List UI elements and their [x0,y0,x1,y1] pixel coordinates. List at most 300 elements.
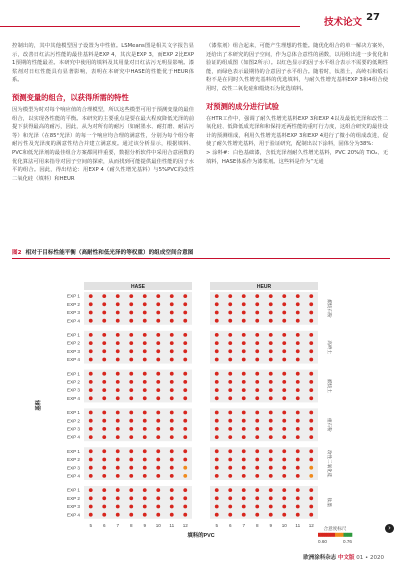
desirability-point [242,466,246,470]
desirability-point [89,496,93,500]
desirability-point [143,474,147,478]
desirability-point [129,435,133,439]
desirability-point [129,427,133,431]
desirability-point [129,419,133,423]
desirability-point [309,349,313,353]
desirability-point [102,349,106,353]
desirability-point [269,427,273,431]
desirability-point [255,380,259,384]
row-label: EXP 2 [67,418,80,424]
desirability-point [296,505,300,509]
row-label: EXP 3 [67,387,80,393]
paragraph: 在HTR工作中，强调了耐久性增光基料EXP 3和EXP 4以及最低光泽和改性二氧化硅、低降低成光泽和和保持近两性能的重叮行力度，这组合研究的最佳设计的预测组成，利用久性增光基料EXP 3和EXP 4进行了微小的组成改进，促使了耐久性增光基料，用于验证研究，配制出以下涂料，固体分为38%： [206,115,388,148]
x-tick-label: 6 [228,522,232,528]
desirability-point [255,496,259,500]
desirability-point [228,372,232,376]
legend-swatch [327,533,329,537]
desirability-point [269,466,273,470]
desirability-point [102,319,106,323]
desirability-point [228,294,232,298]
section-heading: 预测变量的组合，以获得所需的特性 [12,92,129,102]
desirability-point [129,319,133,323]
desirability-point [282,488,286,492]
desirability-point [255,474,259,478]
desirability-point [89,311,93,315]
desirability-point [170,419,174,423]
legend-swatch [322,533,324,537]
desirability-point [156,333,160,337]
desirability-point [170,388,174,392]
desirability-point [215,358,219,362]
desirability-point [228,358,232,362]
desirability-point [129,396,133,400]
desirability-point [129,358,133,362]
desirability-point [215,411,219,415]
desirability-point [255,427,259,431]
desirability-point [255,396,259,400]
desirability-point [143,333,147,337]
desirability-point [143,435,147,439]
desirability-point [309,333,313,337]
desirability-point [102,488,106,492]
desirability-point [129,349,133,353]
desirability-point [242,380,246,384]
desirability-point [156,302,160,306]
desirability-point [282,294,286,298]
desirability-point [282,474,286,478]
desirability-point [143,496,147,500]
desirability-point [129,505,133,509]
desirability-point [296,458,300,462]
grid-panel [84,408,192,441]
desirability-point [215,333,219,337]
desirability-point [269,349,273,353]
desirability-point [102,311,106,315]
filler-group-label: 重石粉 [327,417,332,432]
desirability-point [309,474,313,478]
desirability-point [228,488,232,492]
row-label: EXP 2 [67,379,80,385]
desirability-point [242,435,246,439]
edition-label: 中文版 [337,555,355,561]
x-tick-label: 9 [143,522,147,528]
desirability-point [183,341,187,345]
desirability-point [255,388,259,392]
desirability-point [102,496,106,500]
desirability-point [183,419,187,423]
desirability-point [156,358,160,362]
desirability-point [183,333,187,337]
x-tick-label: 8 [255,522,259,528]
desirability-point [228,449,232,453]
desirability-point [156,427,160,431]
desirability-point [129,411,133,415]
x-tick-label: 12 [308,522,314,528]
desirability-point [143,411,147,415]
row-label: EXP 4 [67,512,80,518]
page-header [0,8,400,34]
desirability-point [282,388,286,392]
desirability-point [269,319,273,323]
desirability-point [242,411,246,415]
desirability-point [228,302,232,306]
desirability-point [116,349,120,353]
row-label: EXP 4 [67,473,80,479]
desirability-point [215,311,219,315]
desirability-point [296,466,300,470]
desirability-point [269,435,273,439]
desirability-point [156,311,160,315]
desirability-point [116,388,120,392]
desirability-point [269,311,273,315]
row-label: EXP 4 [67,434,80,440]
desirability-point [242,372,246,376]
desirability-point [269,341,273,345]
desirability-point [242,513,246,517]
desirability-point [170,411,174,415]
desirability-point [215,380,219,384]
desirability-point [242,427,246,431]
desirability-point [296,388,300,392]
desirability-point [129,380,133,384]
desirability-point [215,349,219,353]
desirability-point [170,435,174,439]
desirability-point [296,488,300,492]
desirability-point [102,505,106,509]
figure-caption [12,248,193,256]
desirability-point [228,466,232,470]
filler-group-label: 改性二氧化硅 [327,449,332,478]
legend-swatch [348,533,350,537]
desirability-point [102,427,106,431]
legend-swatch [333,533,335,537]
desirability-point [309,380,313,384]
header-rule [0,26,300,27]
desirability-point [215,419,219,423]
desirability-point [269,474,273,478]
row-label: EXP 3 [67,348,80,354]
desirability-point [282,435,286,439]
desirability-point [242,396,246,400]
grid-panel [210,370,318,403]
desirability-point [215,488,219,492]
desirability-point [183,496,187,500]
desirability-point [228,496,232,500]
desirability-point [228,333,232,337]
paragraph: > 涂料#：白色基础漆，含低光泽剂耐久性增光基料，PVC 20%的 TiO₂、无填料，HASE体系作为漆浆剂。这些料是作为“无通 [206,149,388,165]
desirability-point [183,311,187,315]
desirability-point [102,419,106,423]
desirability-point [143,419,147,423]
desirability-point [269,488,273,492]
desirability-point [156,458,160,462]
desirability-point [183,449,187,453]
desirability-point [215,449,219,453]
desirability-point [242,302,246,306]
desirability-point [296,419,300,423]
desirability-point [116,505,120,509]
figure-title: 相对于目标性能平衡（高耐性和低光泽的等权重）的组成空间合意图 [25,250,194,256]
desirability-plot [0,262,400,544]
desirability-point [116,458,120,462]
desirability-point [269,358,273,362]
desirability-point [269,333,273,337]
x-tick-label: 9 [269,522,273,528]
x-axis-label: 填料的PVC [187,532,215,539]
desirability-point [282,458,286,462]
y-axis-label: 基料 [36,400,42,411]
section-heading: 对预测的成分进行试验 [206,101,279,111]
desirability-point [309,358,313,362]
desirability-point [269,505,273,509]
desirability-point [183,466,187,470]
desirability-point [89,358,93,362]
section-title: 技术论文 [323,17,362,28]
grid-panel [84,331,192,364]
desirability-point [89,427,93,431]
desirability-point [156,319,160,323]
desirability-point [170,349,174,353]
desirability-point [296,302,300,306]
desirability-point [116,474,120,478]
desirability-point [129,388,133,392]
desirability-point [129,513,133,517]
desirability-point [156,411,160,415]
desirability-point [309,419,313,423]
desirability-point [269,388,273,392]
desirability-point [282,466,286,470]
desirability-point [255,333,259,337]
desirability-point [309,372,313,376]
desirability-point [255,349,259,353]
desirability-point [129,474,133,478]
desirability-point [89,380,93,384]
desirability-point [242,349,246,353]
desirability-point [242,458,246,462]
legend-min: 0.60 [318,538,327,544]
desirability-point [183,380,187,384]
desirability-point [282,349,286,353]
desirability-point [296,435,300,439]
desirability-point [183,474,187,478]
desirability-point [255,513,259,517]
row-label: EXP 3 [67,504,80,510]
desirability-point [242,449,246,453]
desirability-point [255,488,259,492]
desirability-point [296,341,300,345]
row-label: EXP 1 [67,448,80,454]
x-tick-label: 11 [169,522,175,528]
desirability-point [116,380,120,384]
desirability-point [215,302,219,306]
desirability-point [116,427,120,431]
desirability-point [129,294,133,298]
desirability-point [242,311,246,315]
desirability-point [183,427,187,431]
desirability-point [228,319,232,323]
desirability-point [170,396,174,400]
desirability-point [143,396,147,400]
grid-panel [210,331,318,364]
desirability-point [215,341,219,345]
x-tick-label: 11 [295,522,301,528]
desirability-point [89,419,93,423]
desirability-point [116,333,120,337]
desirability-point [102,341,106,345]
desirability-point [269,294,273,298]
desirability-point [170,311,174,315]
desirability-point [269,411,273,415]
legend-swatch [350,533,352,537]
desirability-point [269,302,273,306]
desirability-point [156,396,160,400]
desirability-point [170,474,174,478]
desirability-point [309,302,313,306]
row-label: EXP 1 [67,371,80,377]
left-column [12,42,194,183]
desirability-point [102,388,106,392]
desirability-point [296,372,300,376]
x-tick-label: 7 [116,522,120,528]
desirability-point [129,449,133,453]
desirability-point [89,513,93,517]
right-column [206,42,388,166]
desirability-point [228,474,232,478]
desirability-point [143,302,147,306]
desirability-point [102,302,106,306]
desirability-point [143,505,147,509]
desirability-point [129,458,133,462]
desirability-point [156,505,160,509]
figure-rule [12,258,390,259]
paragraph: 控制出的，其中其他模型因子设置为中性值。LSMeans图是相关文字报告显示，改善日红沾污性能的最佳基料是EXP 4，其次是EXP 3，而EXP 2比EXP 1预期的性能最差。本研究中使用的填料及其用量对日红沾污无明显影响。漆浆剂对日红性能具有显著影响，表明在本研究中HASE的性能优于HEUR体系。 [12,43,194,84]
desirability-point [102,396,106,400]
desirability-point [269,396,273,400]
desirability-point [282,319,286,323]
desirability-point [309,396,313,400]
desirability-point [282,302,286,306]
desirability-point [255,466,259,470]
desirability-point [129,372,133,376]
grid-panel [84,486,192,519]
desirability-point [156,380,160,384]
row-label: EXP 4 [67,318,80,324]
next-page-arrow-icon[interactable]: › [385,524,394,533]
desirability-point [89,302,93,306]
desirability-point [116,466,120,470]
filler-group-label: 钛墨 [327,497,332,508]
figure-number: 图2 [12,250,22,256]
desirability-point [309,458,313,462]
desirability-point [143,372,147,376]
desirability-point [215,505,219,509]
desirability-point [228,513,232,517]
desirability-point [255,449,259,453]
desirability-point [309,435,313,439]
desirability-point [102,372,106,376]
desirability-point [269,458,273,462]
desirability-point [143,449,147,453]
desirability-point [282,411,286,415]
desirability-point [269,513,273,517]
row-label: EXP 2 [67,457,80,463]
desirability-point [255,319,259,323]
desirability-point [309,466,313,470]
desirability-point [170,380,174,384]
desirability-point [116,302,120,306]
desirability-point [296,449,300,453]
desirability-point [102,380,106,384]
legend-swatch [318,533,320,537]
desirability-point [170,341,174,345]
desirability-point [183,372,187,376]
desirability-point [102,474,106,478]
desirability-point [215,435,219,439]
x-tick-label: 5 [215,522,219,528]
desirability-point [269,419,273,423]
desirability-point [183,349,187,353]
desirability-point [102,513,106,517]
desirability-point [242,294,246,298]
desirability-point [170,466,174,470]
desirability-point [282,372,286,376]
desirability-point [170,427,174,431]
desirability-point [242,474,246,478]
desirability-point [143,388,147,392]
desirability-point [156,488,160,492]
desirability-point [183,488,187,492]
desirability-point [296,427,300,431]
desirability-point [156,372,160,376]
desirability-point [242,319,246,323]
legend-swatch [341,533,343,537]
desirability-point [309,496,313,500]
desirability-point [170,496,174,500]
desirability-point [129,341,133,345]
x-tick-label: 5 [89,522,93,528]
desirability-point [309,513,313,517]
desirability-point [296,380,300,384]
desirability-point [309,427,313,431]
legend-swatch [339,533,341,537]
desirability-point [89,488,93,492]
desirability-point [215,513,219,517]
desirability-point [156,466,160,470]
desirability-point [296,311,300,315]
desirability-point [296,333,300,337]
desirability-point [143,427,147,431]
desirability-point [156,388,160,392]
desirability-point [183,411,187,415]
desirability-point [183,513,187,517]
desirability-point [89,458,93,462]
desirability-point [255,311,259,315]
desirability-point [143,513,147,517]
desirability-point [215,319,219,323]
row-label: EXP 4 [67,395,80,401]
desirability-point [215,388,219,392]
desirability-point [309,449,313,453]
desirability-point [89,449,93,453]
desirability-point [309,505,313,509]
desirability-point [242,358,246,362]
row-label: EXP 3 [67,310,80,316]
grid-panel [210,447,318,480]
desirability-point [129,496,133,500]
desirability-point [228,411,232,415]
desirability-point [156,496,160,500]
row-label: EXP 2 [67,495,80,501]
